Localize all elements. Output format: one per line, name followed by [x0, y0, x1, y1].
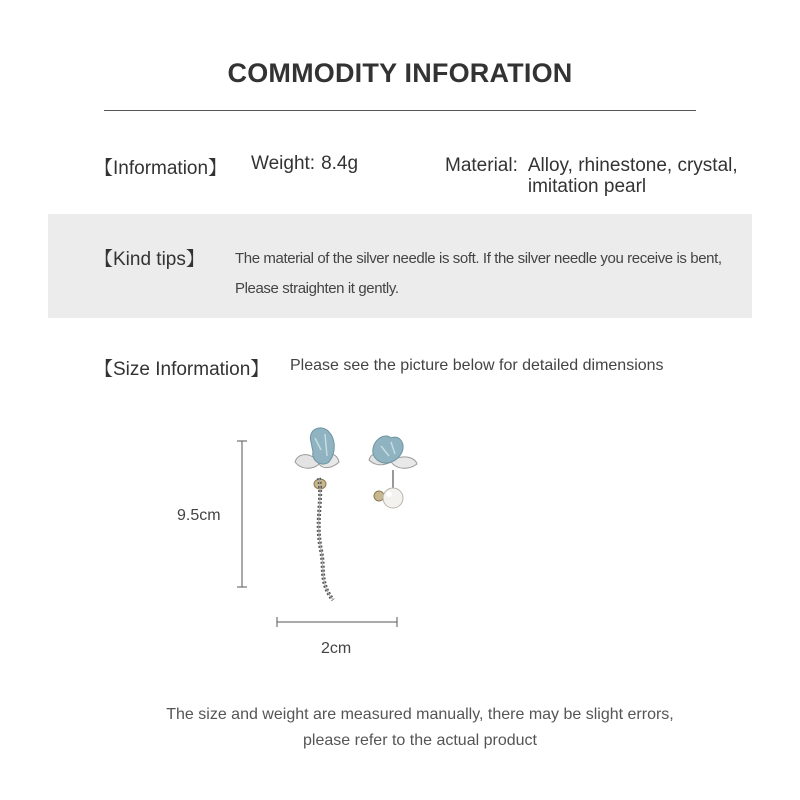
size-information-description: Please see the picture below for detailed dimensions — [290, 357, 664, 374]
kind-tips-line1: The material of the silver needle is soft. If the silver needle you receive is bent, — [235, 250, 722, 267]
material-value-line2: imitation pearl — [527, 176, 647, 197]
information-label: 【Information】 — [94, 158, 228, 179]
disclaimer-line1: The size and weight are measured manually, there may be slight errors, — [166, 706, 674, 723]
disclaimer — [0, 702, 800, 754]
left-earring — [295, 428, 339, 600]
right-earring — [369, 436, 417, 508]
size-information-label: 【Size Information】 — [94, 359, 270, 380]
kind-tips-label: 【Kind tips】 — [94, 249, 205, 270]
material-value-line1: Alloy, rhinestone, crystal, — [527, 155, 738, 176]
weight-label: Weight: — [251, 153, 316, 174]
height-dimension-label: 9.5cm — [177, 507, 221, 524]
kind-tips-line2: Please straighten it gently. — [235, 280, 399, 297]
page-title: COMMODITY INFORATION — [227, 58, 573, 88]
disclaimer-line2: please refer to the actual product — [303, 732, 537, 749]
weight-value: 8.4g — [321, 153, 359, 174]
width-dimension-label: 2cm — [321, 640, 352, 657]
earrings-product-image — [285, 420, 445, 610]
material-label: Material: — [445, 155, 518, 176]
